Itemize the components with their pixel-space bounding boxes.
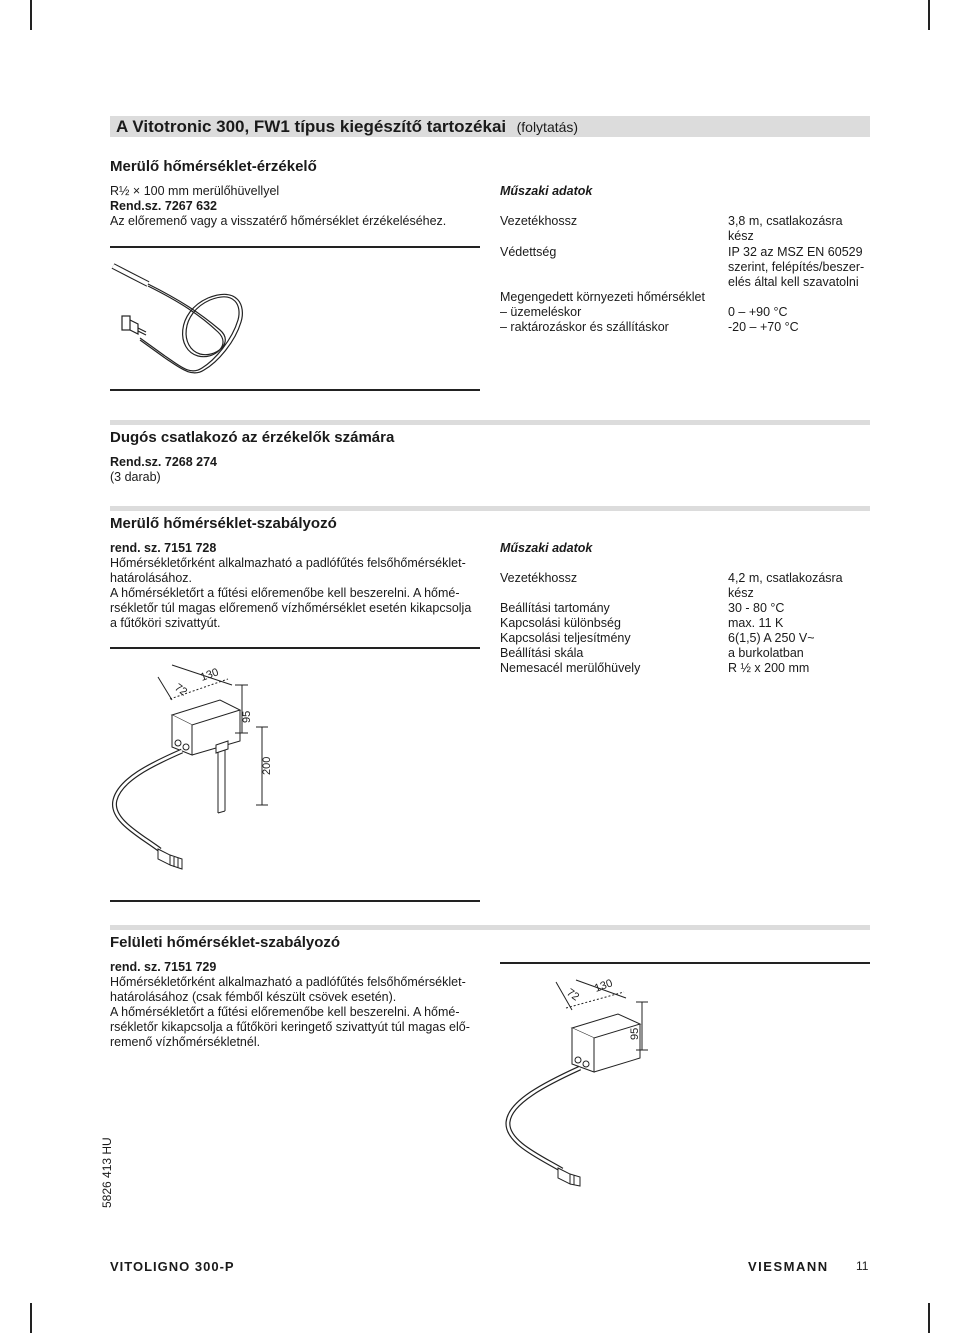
section3-specs-title: Műszaki adatok xyxy=(500,541,593,555)
surface-thermostat-drawing xyxy=(500,972,680,1187)
section3-spec-label: Kapcsolási különbség xyxy=(500,616,621,630)
section4-order-number: rend. sz. 7151 729 xyxy=(110,960,217,974)
section3-desc-line: határolásához. xyxy=(110,571,193,585)
page-title-suffix: (folytatás) xyxy=(516,119,579,135)
crop-mark xyxy=(30,1303,32,1333)
dim-130: 130 xyxy=(592,977,615,995)
section4-desc-line: Hőmérsékletőrként alkalmazható a padlófűtés felsőhőmérséklet- xyxy=(110,975,466,989)
page-number: 11 xyxy=(856,1259,869,1273)
section3-heading: Merülő hőmérséklet-szabályozó xyxy=(110,515,337,532)
section3-spec-label: Beállítási skála xyxy=(500,646,584,660)
section1-spec-label: – raktározáskor és szállításkor xyxy=(500,320,669,334)
section1-line3: Az előremenő vagy a visszatérő hőmérséklet érzékeléséhez. xyxy=(110,214,447,228)
section1-spec-value: 3,8 m, csatlakozásra xyxy=(728,214,843,228)
section3-spec-label: Beállítási tartomány xyxy=(500,601,610,615)
section4-bar xyxy=(110,925,870,930)
section3-spec-value: a burkolatban xyxy=(728,646,804,660)
section3-desc-line: rsékletőr túl magas előremenő vízhőmérséklet esetén kikapcsolja xyxy=(110,601,472,615)
crop-mark xyxy=(30,0,32,30)
section1-heading: Merülő hőmérséklet-érzékelő xyxy=(110,158,317,175)
document-code: 5826 413 HU xyxy=(100,1137,114,1208)
section3-spec-value: R ½ x 200 mm xyxy=(728,661,810,675)
section2-note: (3 darab) xyxy=(110,470,161,484)
page-title-main: A Vitotronic 300, FW1 típus kiegészítő tartozékai xyxy=(116,117,507,136)
section4-desc-line: remenő vízhőmérsékletnél. xyxy=(110,1035,261,1049)
section3-desc-line: Hőmérsékletőrként alkalmazható a padlófűtés felsőhőmérséklet- xyxy=(110,556,466,570)
section1-spec-value: IP 32 az MSZ EN 60529 xyxy=(728,245,863,259)
section1-specs-title: Műszaki adatok xyxy=(500,184,593,198)
page-title xyxy=(116,117,578,137)
section4-desc-line: A hőmérsékletőrt a fűtési előremenőbe kell beszerelni. A hőmé- xyxy=(110,1005,460,1019)
section3-spec-label: Vezetékhossz xyxy=(500,571,578,585)
section3-spec-label: Kapcsolási teljesítmény xyxy=(500,631,631,645)
section3-desc-line: A hőmérsékletőrt a fűtési előremenőbe kell beszerelni. A hőmé- xyxy=(110,586,460,600)
section2-bar xyxy=(110,420,870,425)
brand-logo: VIESMANN xyxy=(748,1259,829,1274)
section4-divider xyxy=(500,962,870,964)
section1-spec-label: Megengedett környezeti hőmérséklet xyxy=(500,290,705,304)
section4-desc-line: határolásához (csak fémből készült csövek esetén). xyxy=(110,990,397,1004)
section3-spec-label: Nemesacél merülőhüvely xyxy=(500,661,641,675)
section3-spec-value: 30 - 80 °C xyxy=(728,601,785,615)
section3-order-number: rend. sz. 7151 728 xyxy=(110,541,217,555)
section3-desc-line: a fűtőköri szivattyút. xyxy=(110,616,221,630)
section3-spec-value: max. 11 K xyxy=(728,616,784,630)
crop-mark xyxy=(928,1303,930,1333)
crop-mark xyxy=(928,0,930,30)
immersion-thermostat-drawing xyxy=(110,655,310,890)
section4-desc-line: rsékletőr kikapcsolja a fűtőköri keringető szivattyút túl magas elő- xyxy=(110,1020,470,1034)
section1-spec-label: – üzemeléskor xyxy=(500,305,582,319)
section1-spec-value: szerint, felépítés/beszer- xyxy=(728,260,865,274)
dim-130: 130 xyxy=(198,666,221,684)
dim-72: 72 xyxy=(564,986,582,1004)
product-name: VITOLIGNO 300-P xyxy=(110,1259,235,1274)
dim-95: 95 xyxy=(241,710,253,723)
section3-divider xyxy=(110,647,480,649)
dim-95: 95 xyxy=(629,1027,641,1040)
section3-spec-value: 6(1,5) A 250 V~ xyxy=(728,631,815,645)
immersion-sensor-drawing xyxy=(110,258,350,388)
section1-spec-value: -20 – +70 °C xyxy=(728,320,799,334)
section1-divider-lower xyxy=(110,389,480,391)
section1-spec-value: kész xyxy=(728,229,754,243)
section3-spec-value: 4,2 m, csatlakozásra xyxy=(728,571,843,585)
section4-heading: Felületi hőmérséklet-szabályozó xyxy=(110,934,341,951)
section2-heading: Dugós csatlakozó az érzékelők számára xyxy=(110,429,395,446)
section1-order-number: Rend.sz. 7267 632 xyxy=(110,199,218,213)
section1-line1: R½ × 100 mm merülőhüvellyel xyxy=(110,184,280,198)
section3-bar xyxy=(110,506,870,511)
section2-order-number: Rend.sz. 7268 274 xyxy=(110,455,218,469)
section1-spec-value: 0 – +90 °C xyxy=(728,305,788,319)
section3-spec-value: kész xyxy=(728,586,754,600)
section1-spec-label: Védettség xyxy=(500,245,557,259)
dim-200: 200 xyxy=(261,756,273,775)
section1-spec-label: Vezetékhossz xyxy=(500,214,578,228)
section1-spec-value: elés által kell szavatolni xyxy=(728,275,859,289)
section1-divider xyxy=(110,246,480,248)
dim-72: 72 xyxy=(172,681,190,699)
section3-divider-lower xyxy=(110,900,480,902)
